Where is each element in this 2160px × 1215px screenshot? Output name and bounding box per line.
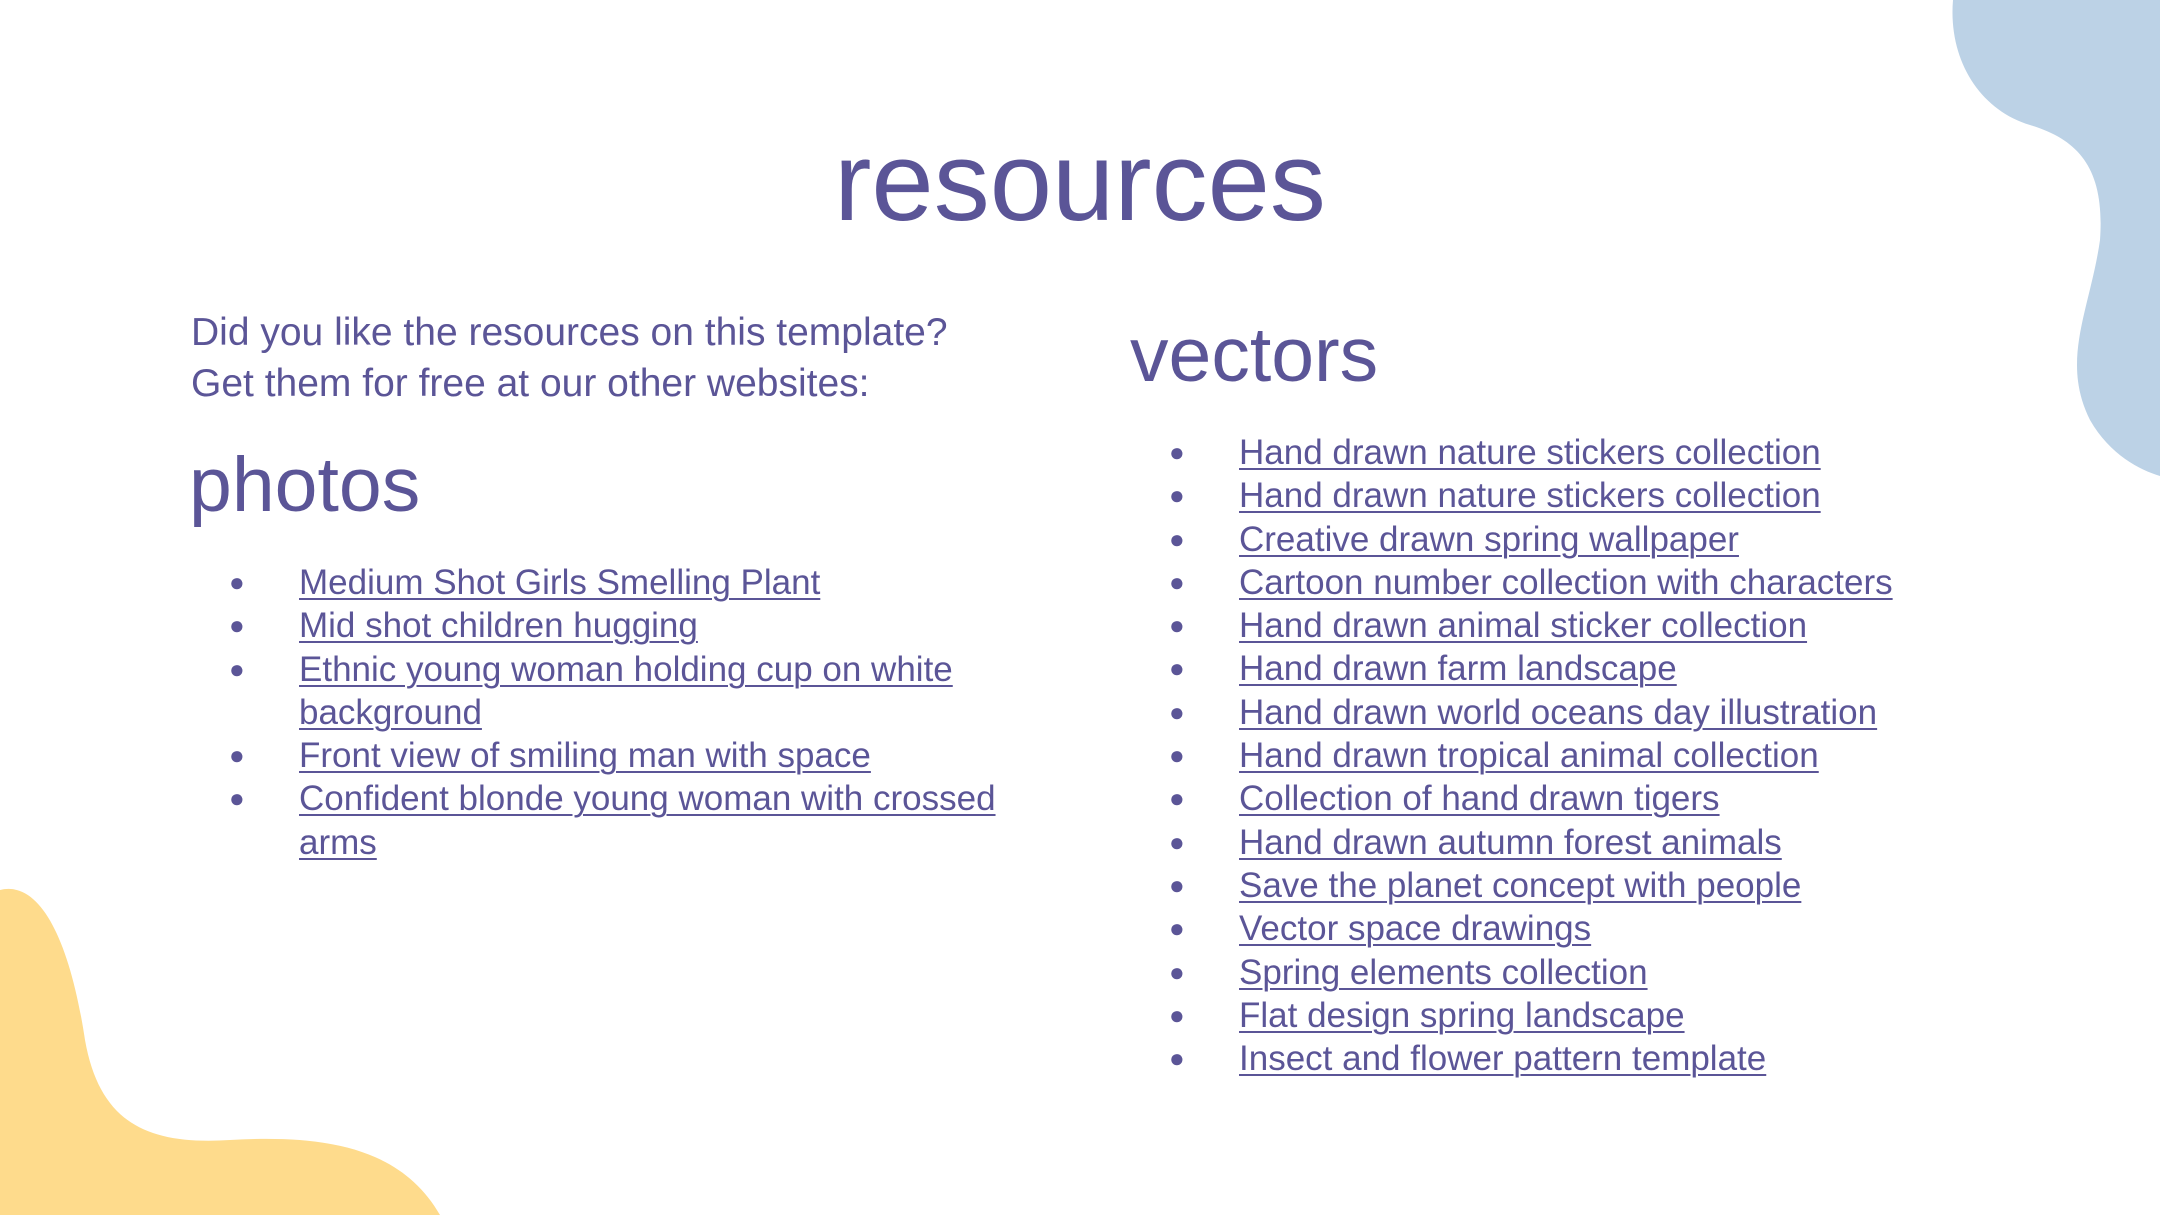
bullet-icon: ●	[229, 567, 245, 597]
bullet-icon: ●	[1169, 740, 1185, 771]
bullet-icon: ●	[1169, 869, 1185, 900]
vector-list-item	[1131, 777, 2131, 820]
photo-list-item	[191, 561, 1071, 604]
vector-link[interactable]: Save the planet concept with people	[1239, 865, 1802, 905]
vector-list-item	[1131, 821, 2131, 864]
photo-link[interactable]: Confident blonde young woman with crossed arms	[299, 779, 996, 862]
vector-link[interactable]: Flat design spring landscape	[1239, 995, 1685, 1035]
bullet-icon: ●	[229, 653, 245, 684]
vector-link[interactable]: Hand drawn tropical animal collection	[1239, 736, 1819, 776]
vector-list-item	[1131, 647, 2131, 690]
vectors-list	[1131, 431, 2131, 1080]
vector-list-item	[1131, 561, 2131, 604]
bullet-icon: ●	[1169, 696, 1185, 727]
vector-list-item	[1131, 951, 2131, 994]
vector-list-item	[1131, 604, 2131, 647]
vector-list-item	[1131, 431, 2131, 474]
vector-list-item	[1131, 907, 2131, 950]
intro-line-1: Did you like the resources on this template?	[191, 311, 948, 354]
photos-list	[191, 561, 1071, 864]
bullet-icon: ●	[1169, 566, 1185, 597]
photo-list-item	[191, 777, 1071, 864]
bullet-icon: ●	[1169, 956, 1185, 987]
vector-list-item	[1131, 518, 2131, 561]
vector-list-item	[1131, 1037, 2131, 1080]
decorative-yellow-blob	[0, 880, 450, 1215]
intro-line-2: Get them for free at our other websites:	[191, 362, 870, 405]
bullet-icon: ●	[229, 740, 245, 771]
bullet-icon: ●	[229, 783, 245, 814]
bullet-icon: ●	[1169, 480, 1185, 511]
bullet-icon: ●	[1169, 913, 1185, 944]
vector-link[interactable]: Hand drawn nature stickers collection	[1239, 476, 1821, 516]
vector-list-item	[1131, 474, 2131, 517]
bullet-icon: ●	[1169, 999, 1185, 1030]
vectors-heading: vectors	[1130, 312, 1379, 398]
vector-link[interactable]: Spring elements collection	[1239, 952, 1648, 992]
vector-list-item	[1131, 734, 2131, 777]
photo-link[interactable]: Front view of smiling man with space	[299, 736, 871, 776]
vector-link[interactable]: Creative drawn spring wallpaper	[1239, 519, 1739, 559]
vector-link[interactable]: Hand drawn farm landscape	[1239, 649, 1677, 689]
bullet-icon: ●	[1169, 1043, 1185, 1074]
bullet-icon: ●	[1169, 437, 1185, 467]
vector-list-item	[1131, 864, 2131, 907]
bullet-icon: ●	[1169, 523, 1185, 554]
vector-link[interactable]: Hand drawn nature stickers collection	[1239, 433, 1821, 472]
vector-link[interactable]: Collection of hand drawn tigers	[1239, 779, 1720, 819]
vector-link[interactable]: Hand drawn world oceans day illustration	[1239, 692, 1878, 732]
vector-link[interactable]: Hand drawn animal sticker collection	[1239, 606, 1808, 646]
photo-link[interactable]: Medium Shot Girls Smelling Plant	[299, 563, 821, 602]
photo-list-item	[191, 648, 1071, 735]
photo-list-item	[191, 604, 1071, 647]
intro-text	[191, 307, 1071, 409]
vector-link[interactable]: Vector space drawings	[1239, 909, 1592, 949]
photo-link[interactable]: Ethnic young woman holding cup on white background	[299, 649, 953, 732]
photos-heading: photos	[189, 442, 421, 528]
vector-link[interactable]: Cartoon number collection with characters	[1239, 562, 1893, 602]
photo-link[interactable]: Mid shot children hugging	[299, 606, 698, 646]
bullet-icon: ●	[1169, 826, 1185, 857]
bullet-icon: ●	[1169, 653, 1185, 684]
bullet-icon: ●	[1169, 610, 1185, 641]
page-title: resources	[834, 119, 1326, 244]
vector-link[interactable]: Insect and flower pattern template	[1239, 1039, 1767, 1079]
bullet-icon: ●	[229, 610, 245, 641]
bullet-icon: ●	[1169, 783, 1185, 814]
vector-list-item	[1131, 994, 2131, 1037]
photo-list-item	[191, 734, 1071, 777]
vector-list-item	[1131, 691, 2131, 734]
vector-link[interactable]: Hand drawn autumn forest animals	[1239, 822, 1782, 862]
